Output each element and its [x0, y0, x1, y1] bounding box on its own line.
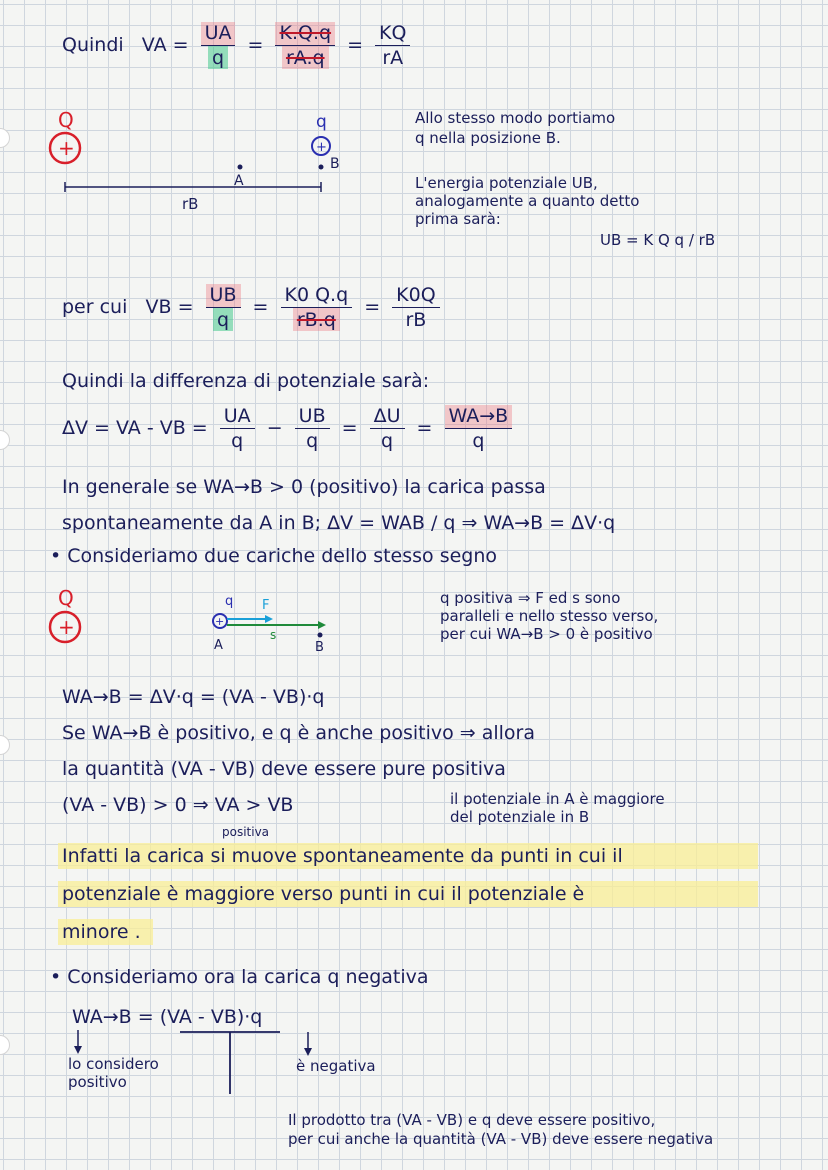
numerator-ub: UB	[295, 405, 330, 429]
plus-sign-q: +	[215, 615, 225, 628]
label-force-F: F	[262, 598, 270, 613]
general-line1: In generale se WA→B > 0 (positivo) la carica passa	[62, 476, 546, 498]
denominator-rb: rB	[405, 309, 427, 331]
final-line2: per cui anche la quantità (VA - VB) deve essere negativa	[288, 1130, 714, 1148]
label-charge-q: q	[225, 594, 234, 609]
arrowhead-left	[74, 1046, 82, 1054]
denominator-q: q	[381, 430, 394, 452]
side-text-line1: Allo stesso modo portiamo	[415, 109, 616, 127]
plus-sign-Q: +	[58, 136, 75, 160]
fraction-du-q	[370, 405, 405, 452]
equation-vb: per cui VB = $\frac{UB}{q}$ = $\frac{K0 Q.q}{rB.q}$ = $\frac{K0Q}{rB}$	[62, 284, 446, 331]
label-charge-Q: Q	[58, 108, 74, 132]
highlight-line1: Infatti la carica si muove spontaneamente da punti in cui il	[58, 843, 758, 869]
fraction-k0q-rb	[392, 284, 440, 331]
numerator-du: ΔU	[370, 405, 405, 429]
denominator-q: q	[213, 308, 233, 331]
word-quindi: Quindi	[62, 34, 124, 56]
bullet-negative-charge: • Consideriamo ora la carica q negativa	[50, 966, 429, 988]
label-charge-q: q	[316, 112, 327, 132]
fraction-ua-q	[201, 22, 236, 69]
highlight-line2: potenziale è maggiore verso punti in cui il potenziale è	[58, 881, 758, 907]
numerator-ub: UB	[206, 284, 241, 308]
plus-sign-Q: +	[58, 615, 75, 639]
punch-hole	[0, 128, 10, 148]
punch-hole	[0, 735, 10, 755]
point-B	[318, 633, 323, 638]
equation-delta-v: ΔV = VA - VB = $\frac{UA}{q}$ − $\frac{UB}{q}$ = $\frac{\Delta U}{q}$ = $\frac{WA\to B}{q}$	[62, 405, 518, 452]
numerator-kq: KQ	[375, 22, 410, 46]
note-potential-1: il potenziale in A è maggiore	[450, 790, 665, 808]
denominator-rb-q: rB.q	[293, 308, 340, 331]
denominator-q: q	[306, 430, 319, 452]
label-charge-Q: Q	[58, 586, 74, 610]
side-text-line4: analogamente a quanto detto	[415, 192, 640, 210]
note-parallel-1: q positiva ⇒ F ed s sono	[440, 589, 621, 607]
section4-line2: Se WA→B è positivo, e q è anche positivo ⇒ allora	[62, 722, 535, 744]
note-potential-2: del potenziale in B	[450, 808, 590, 826]
final-line1: Il prodotto tra (VA - VB) e q deve essere positivo,	[288, 1111, 656, 1129]
denominator-q: q	[472, 430, 485, 452]
denominator-q: q	[231, 430, 244, 452]
label-B: B	[330, 156, 340, 172]
highlight-line3: minore .	[58, 919, 153, 945]
denominator-q: q	[208, 46, 228, 69]
numerator-k0qq: K0 Q.q	[281, 284, 353, 308]
fraction-k0qq	[281, 284, 353, 331]
numerator-k0q: K0Q	[392, 284, 440, 308]
note-positivo: positivo	[68, 1073, 127, 1091]
equation-wab: WA→B = ΔV·q = (VA - VB)·q	[62, 686, 325, 708]
denominator-ra-q: rA.q	[282, 46, 329, 69]
word-per-cui: per cui	[62, 296, 128, 318]
denominator-ra: rA	[382, 47, 404, 69]
caret-insert-positiva: positiva	[222, 825, 270, 839]
section4-line4: (VA - VB) > 0 ⇒ VA > VB	[62, 794, 294, 816]
formula-wab-negative: WA→B = (VA - VB)·q	[72, 1006, 263, 1028]
point-A	[238, 165, 243, 170]
fraction-ua-q2	[220, 405, 255, 452]
side-text-line3: L'energia potenziale UB,	[415, 174, 598, 192]
plus-sign-q: +	[316, 140, 327, 155]
label-distance-rb: rB	[182, 195, 199, 213]
note-parallel-3: per cui WA→B > 0 è positivo	[440, 625, 653, 643]
fraction-ub-q2	[295, 405, 330, 452]
punch-hole	[0, 430, 10, 450]
fraction-kqq	[275, 22, 335, 69]
general-line2: spontaneamente da A in B; ΔV = WAB / q ⇒ WA→B = ΔV·q	[62, 512, 616, 534]
heading-potential-difference: Quindi la differenza di potenziale sarà:	[62, 370, 430, 392]
symbol-vb: VB	[145, 296, 172, 318]
diagram-force-displacement	[40, 585, 360, 665]
delta-v-expression: ΔV = VA - VB =	[62, 417, 208, 439]
numerator-kqq: K.Q.q	[275, 22, 335, 46]
side-text-line2: q nella posizione B.	[415, 129, 561, 147]
label-A: A	[234, 173, 244, 189]
arrowhead-q	[304, 1048, 312, 1056]
label-displacement-s: s	[270, 628, 277, 642]
fraction-wab-q	[445, 405, 513, 452]
numerator-wab: WA→B	[445, 405, 513, 429]
fraction-kq-ra	[375, 22, 410, 69]
side-text-line5: prima sarà:	[415, 210, 501, 228]
force-arrowhead	[265, 615, 273, 623]
punch-hole	[0, 1035, 10, 1055]
bullet-same-sign: • Consideriamo due cariche dello stesso segno	[50, 545, 498, 567]
numerator-ua: UA	[220, 405, 255, 429]
label-A: A	[214, 638, 223, 653]
point-B	[319, 165, 324, 170]
section4-line3: la quantità (VA - VB) deve essere pure positiva	[62, 758, 506, 780]
diagram-charges-ab	[40, 105, 360, 215]
note-considero: lo considero	[68, 1055, 159, 1073]
equation-va: Quindi VA = $\frac{UA}{q}$ = $\frac{K.Q.q}{rA.q}$ = $\frac{KQ}{rA}$	[62, 22, 416, 69]
symbol-va: VA	[141, 34, 167, 56]
fraction-ub-q	[206, 284, 241, 331]
note-negativa: è negativa	[296, 1057, 376, 1075]
numerator-ua: UA	[201, 22, 236, 46]
note-parallel-2: paralleli e nello stesso verso,	[440, 607, 659, 625]
displacement-arrowhead	[318, 621, 326, 629]
formula-ub: UB = K Q q / rB	[600, 231, 716, 249]
label-B: B	[315, 640, 324, 655]
